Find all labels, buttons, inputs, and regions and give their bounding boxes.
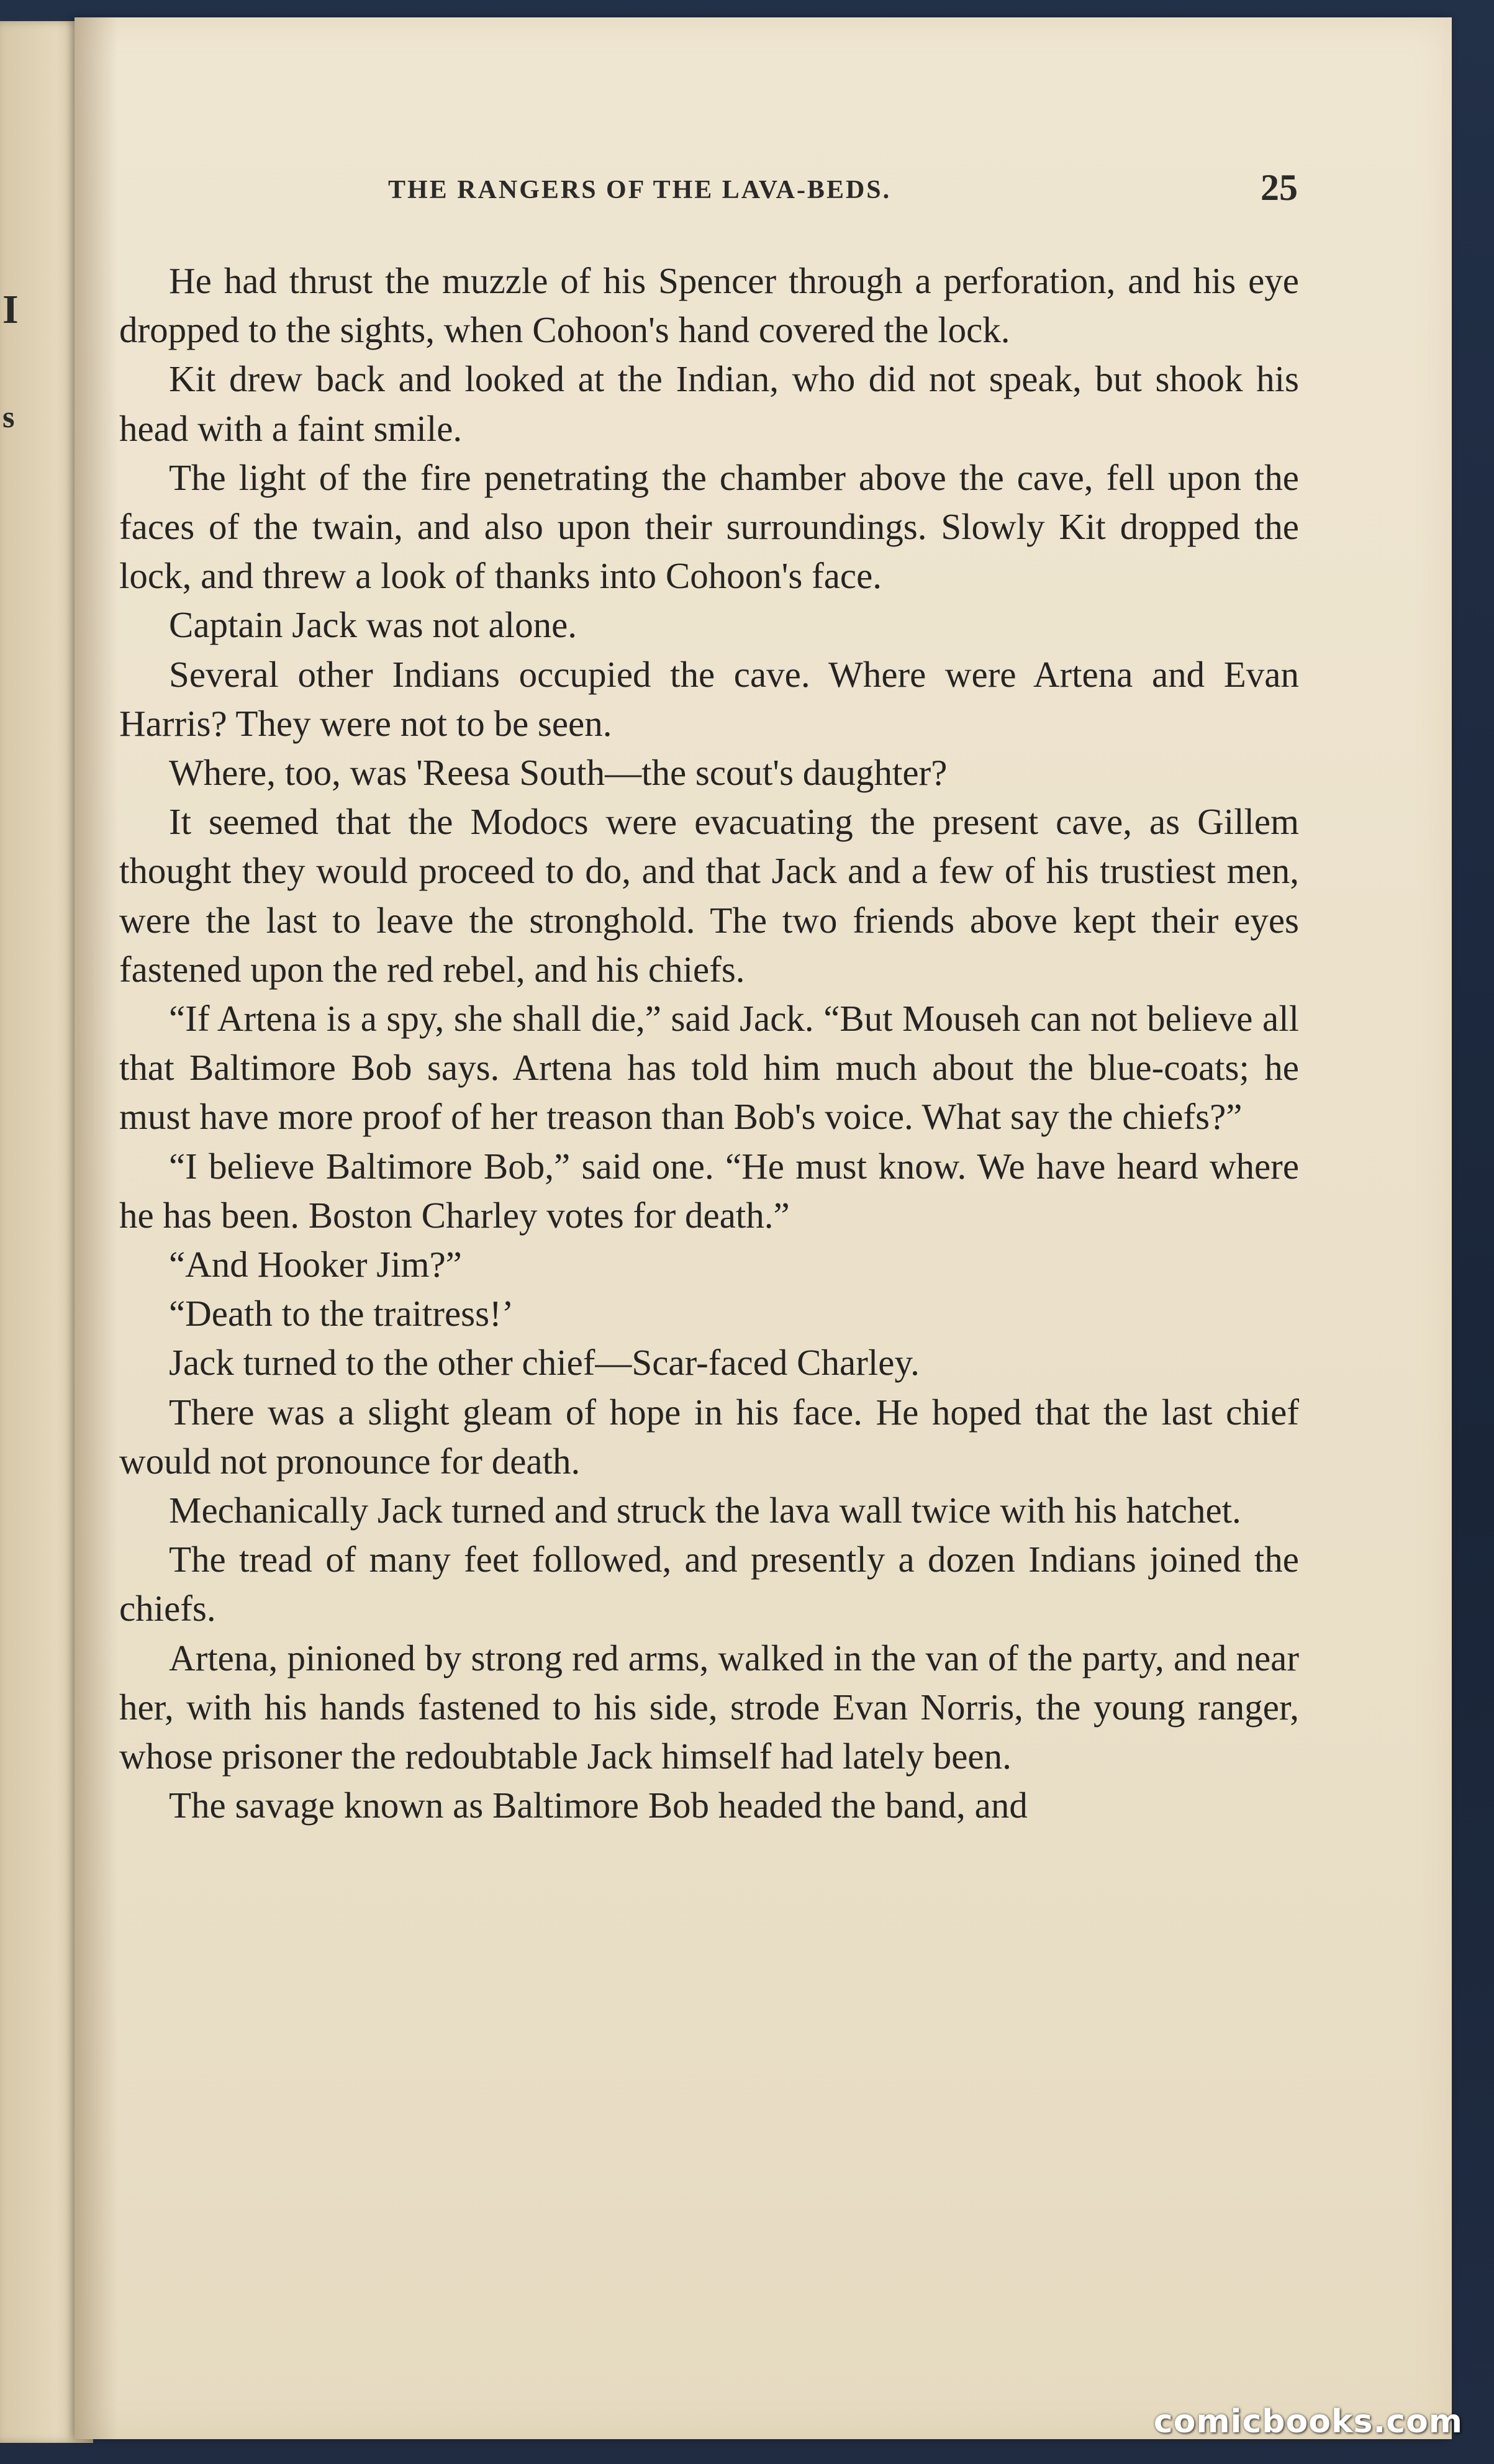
paragraph: Artena, pinioned by strong red arms, walked in the van of the party, and near her, with his hands fastened to his side, strode Evan Norris, the young ranger, whose prisoner the redoubtable Jack himself had lately been. [119, 1637, 1299, 1777]
running-title: THE RANGERS OF THE LAVA-BEDS. [388, 176, 892, 204]
book-page [75, 17, 1452, 2439]
paragraph: “I believe Baltimore Bob,” said one. “He must know. We have heard where he has been. Boston Charley votes for death.” [119, 1145, 1299, 1236]
page-number: 25 [1261, 167, 1298, 208]
paragraph: The tread of many feet followed, and presently a dozen Indians joined the chiefs. [119, 1539, 1299, 1629]
previous-page-glyph: s [2, 399, 15, 434]
spine-shadow [75, 17, 118, 2439]
paragraph: “If Artena is a spy, she shall die,” said Jack. “But Mouseh can not believe all that Baltimore Bob says. Artena has told him much about the blue-coats; he must have more proof of her treason than Bob's voice. What say the chiefs?” [119, 998, 1299, 1138]
previous-page-glyph: I [2, 287, 19, 332]
paragraph: The light of the fire penetrating the chamber above the cave, fell upon the faces of the twain, and also upon their surroundings. Slowly Kit dropped the lock, and threw a look of thanks into Cohoon's face. [119, 456, 1299, 597]
paragraph: Kit drew back and looked at the Indian, who did not speak, but shook his head with a faint smile. [119, 358, 1299, 449]
paragraph: Where, too, was 'Reesa South—the scout's daughter? [169, 752, 948, 794]
paragraph: There was a slight gleam of hope in his face. He hoped that the last chief would not pronounce for death. [119, 1391, 1299, 1482]
paragraph: It seemed that the Modocs were evacuating the present cave, as Gillem thought they would proceed to do, and that Jack and a few of his trustiest men, were the last to leave the stronghold. The two friends above kept their eyes fastened upon the red rebel, and his chiefs. [119, 801, 1299, 990]
paragraph: The savage known as Baltimore Bob headed the band, and [169, 1785, 1028, 1826]
paragraph: “Death to the traitress!’ [169, 1293, 514, 1334]
paragraph: “And Hooker Jim?” [169, 1244, 462, 1285]
paragraph: Mechanically Jack turned and struck the lava wall twice with his hatchet. [169, 1490, 1241, 1531]
body-text [119, 256, 1299, 1831]
paragraph: Jack turned to the other chief—Scar-faced Charley. [169, 1342, 920, 1384]
paragraph: He had thrust the muzzle of his Spencer through a perforation, and his eye dropped to the sights, when Cohoon's hand covered the lock. [119, 260, 1299, 351]
running-head [75, 160, 1452, 210]
watermark-logo: comicbooks.com [1153, 2403, 1463, 2440]
paragraph: Captain Jack was not alone. [169, 604, 577, 646]
paragraph: Several other Indians occupied the cave. Where were Artena and Evan Harris? They were not to be seen. [119, 653, 1299, 744]
